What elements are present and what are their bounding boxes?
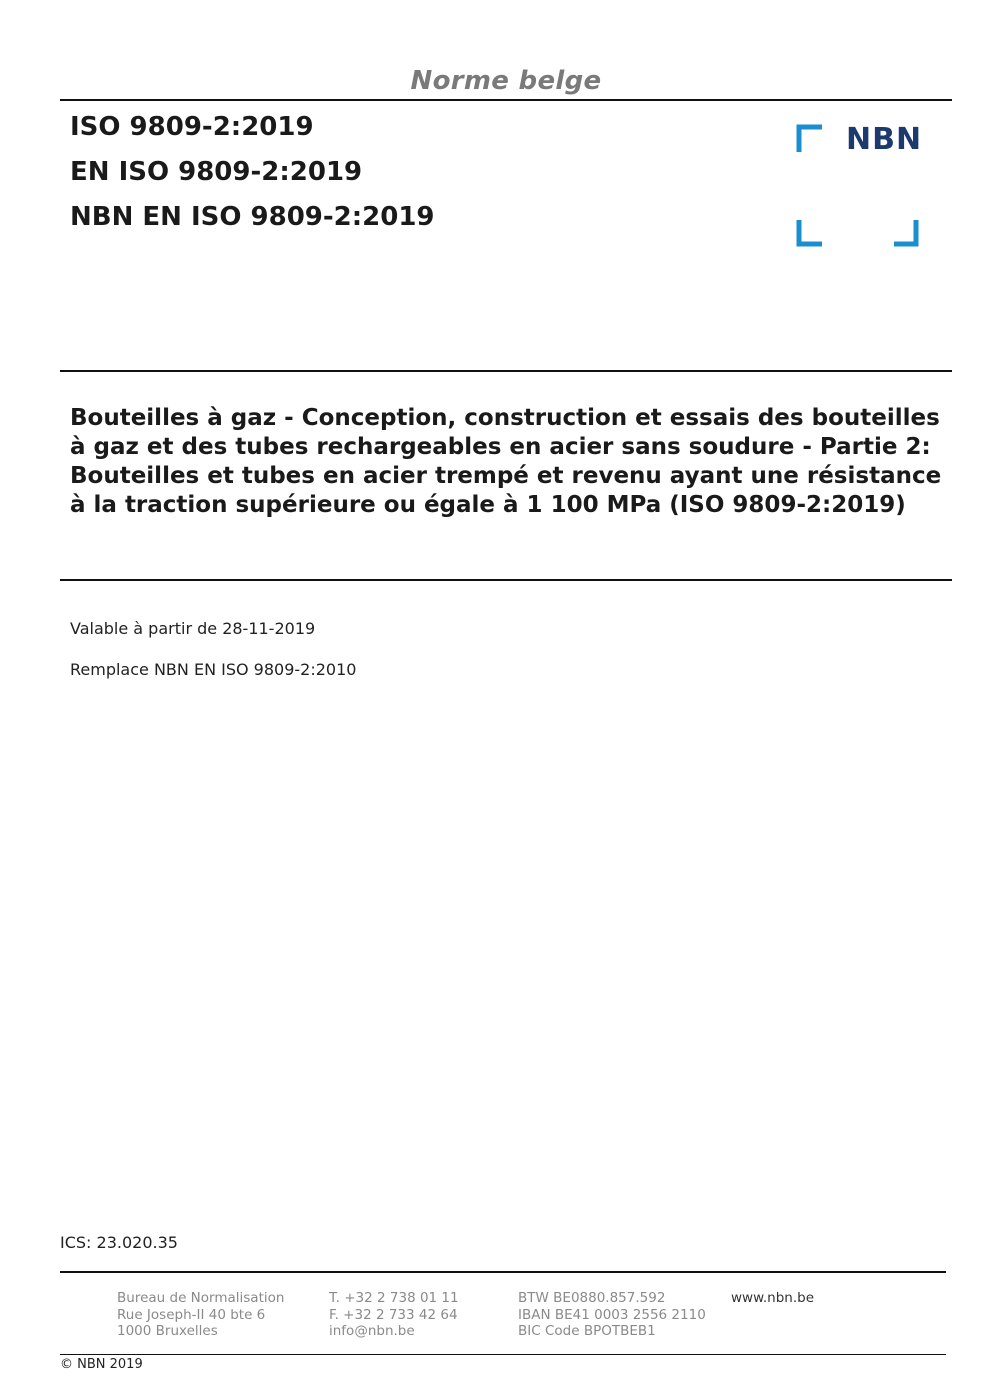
email-link[interactable]: info@nbn.be <box>329 1323 415 1339</box>
valid-from: Valable à partir de 28-11-2019 <box>70 619 316 638</box>
iban: IBAN BE41 0003 2556 2110 <box>518 1306 706 1323</box>
standard-en-iso: EN ISO 9809-2:2019 <box>70 157 363 187</box>
footer-contact <box>329 1290 459 1340</box>
fax: F. +32 2 733 42 64 <box>329 1306 458 1323</box>
footer-address <box>117 1290 284 1340</box>
ics-code: ICS: 23.020.35 <box>60 1233 178 1252</box>
title-divider <box>60 579 952 581</box>
bic: BIC Code BPOTBEB1 <box>518 1323 656 1339</box>
copyright: © NBN 2019 <box>60 1357 143 1372</box>
footer-divider <box>60 1271 946 1273</box>
nbn-logo <box>796 122 923 248</box>
document-type-label: Norme belge <box>410 66 602 96</box>
standard-iso: ISO 9809-2:2019 <box>70 112 314 142</box>
document-title: Bouteilles à gaz - Conception, construction et essais des bouteilles à gaz et des tubes rechargeables en acier sans soudure - Partie 2: Bouteilles et tubes en acier trempé et revenu ayant une résistance à la traction supérieure ou égale à 1 100 MPa (ISO 9809-2:2019) <box>70 405 942 518</box>
vat-number: BTW BE0880.857.592 <box>518 1290 666 1306</box>
bottom-divider <box>60 1354 946 1355</box>
address-line: 1000 Bruxelles <box>117 1323 218 1339</box>
replaces: Remplace NBN EN ISO 9809-2:2010 <box>70 660 357 679</box>
address-line: Bureau de Normalisation <box>117 1290 285 1306</box>
logo-text: NBN <box>846 122 923 157</box>
address-line: Rue Joseph-II 40 bte 6 <box>117 1306 266 1323</box>
website-link[interactable]: www.nbn.be <box>731 1290 815 1306</box>
top-divider <box>60 99 952 101</box>
header-divider <box>60 370 952 372</box>
footer-bank <box>518 1290 706 1340</box>
standard-nbn-en-iso: NBN EN ISO 9809-2:2019 <box>70 202 435 232</box>
phone: T. +32 2 738 01 11 <box>329 1290 459 1306</box>
